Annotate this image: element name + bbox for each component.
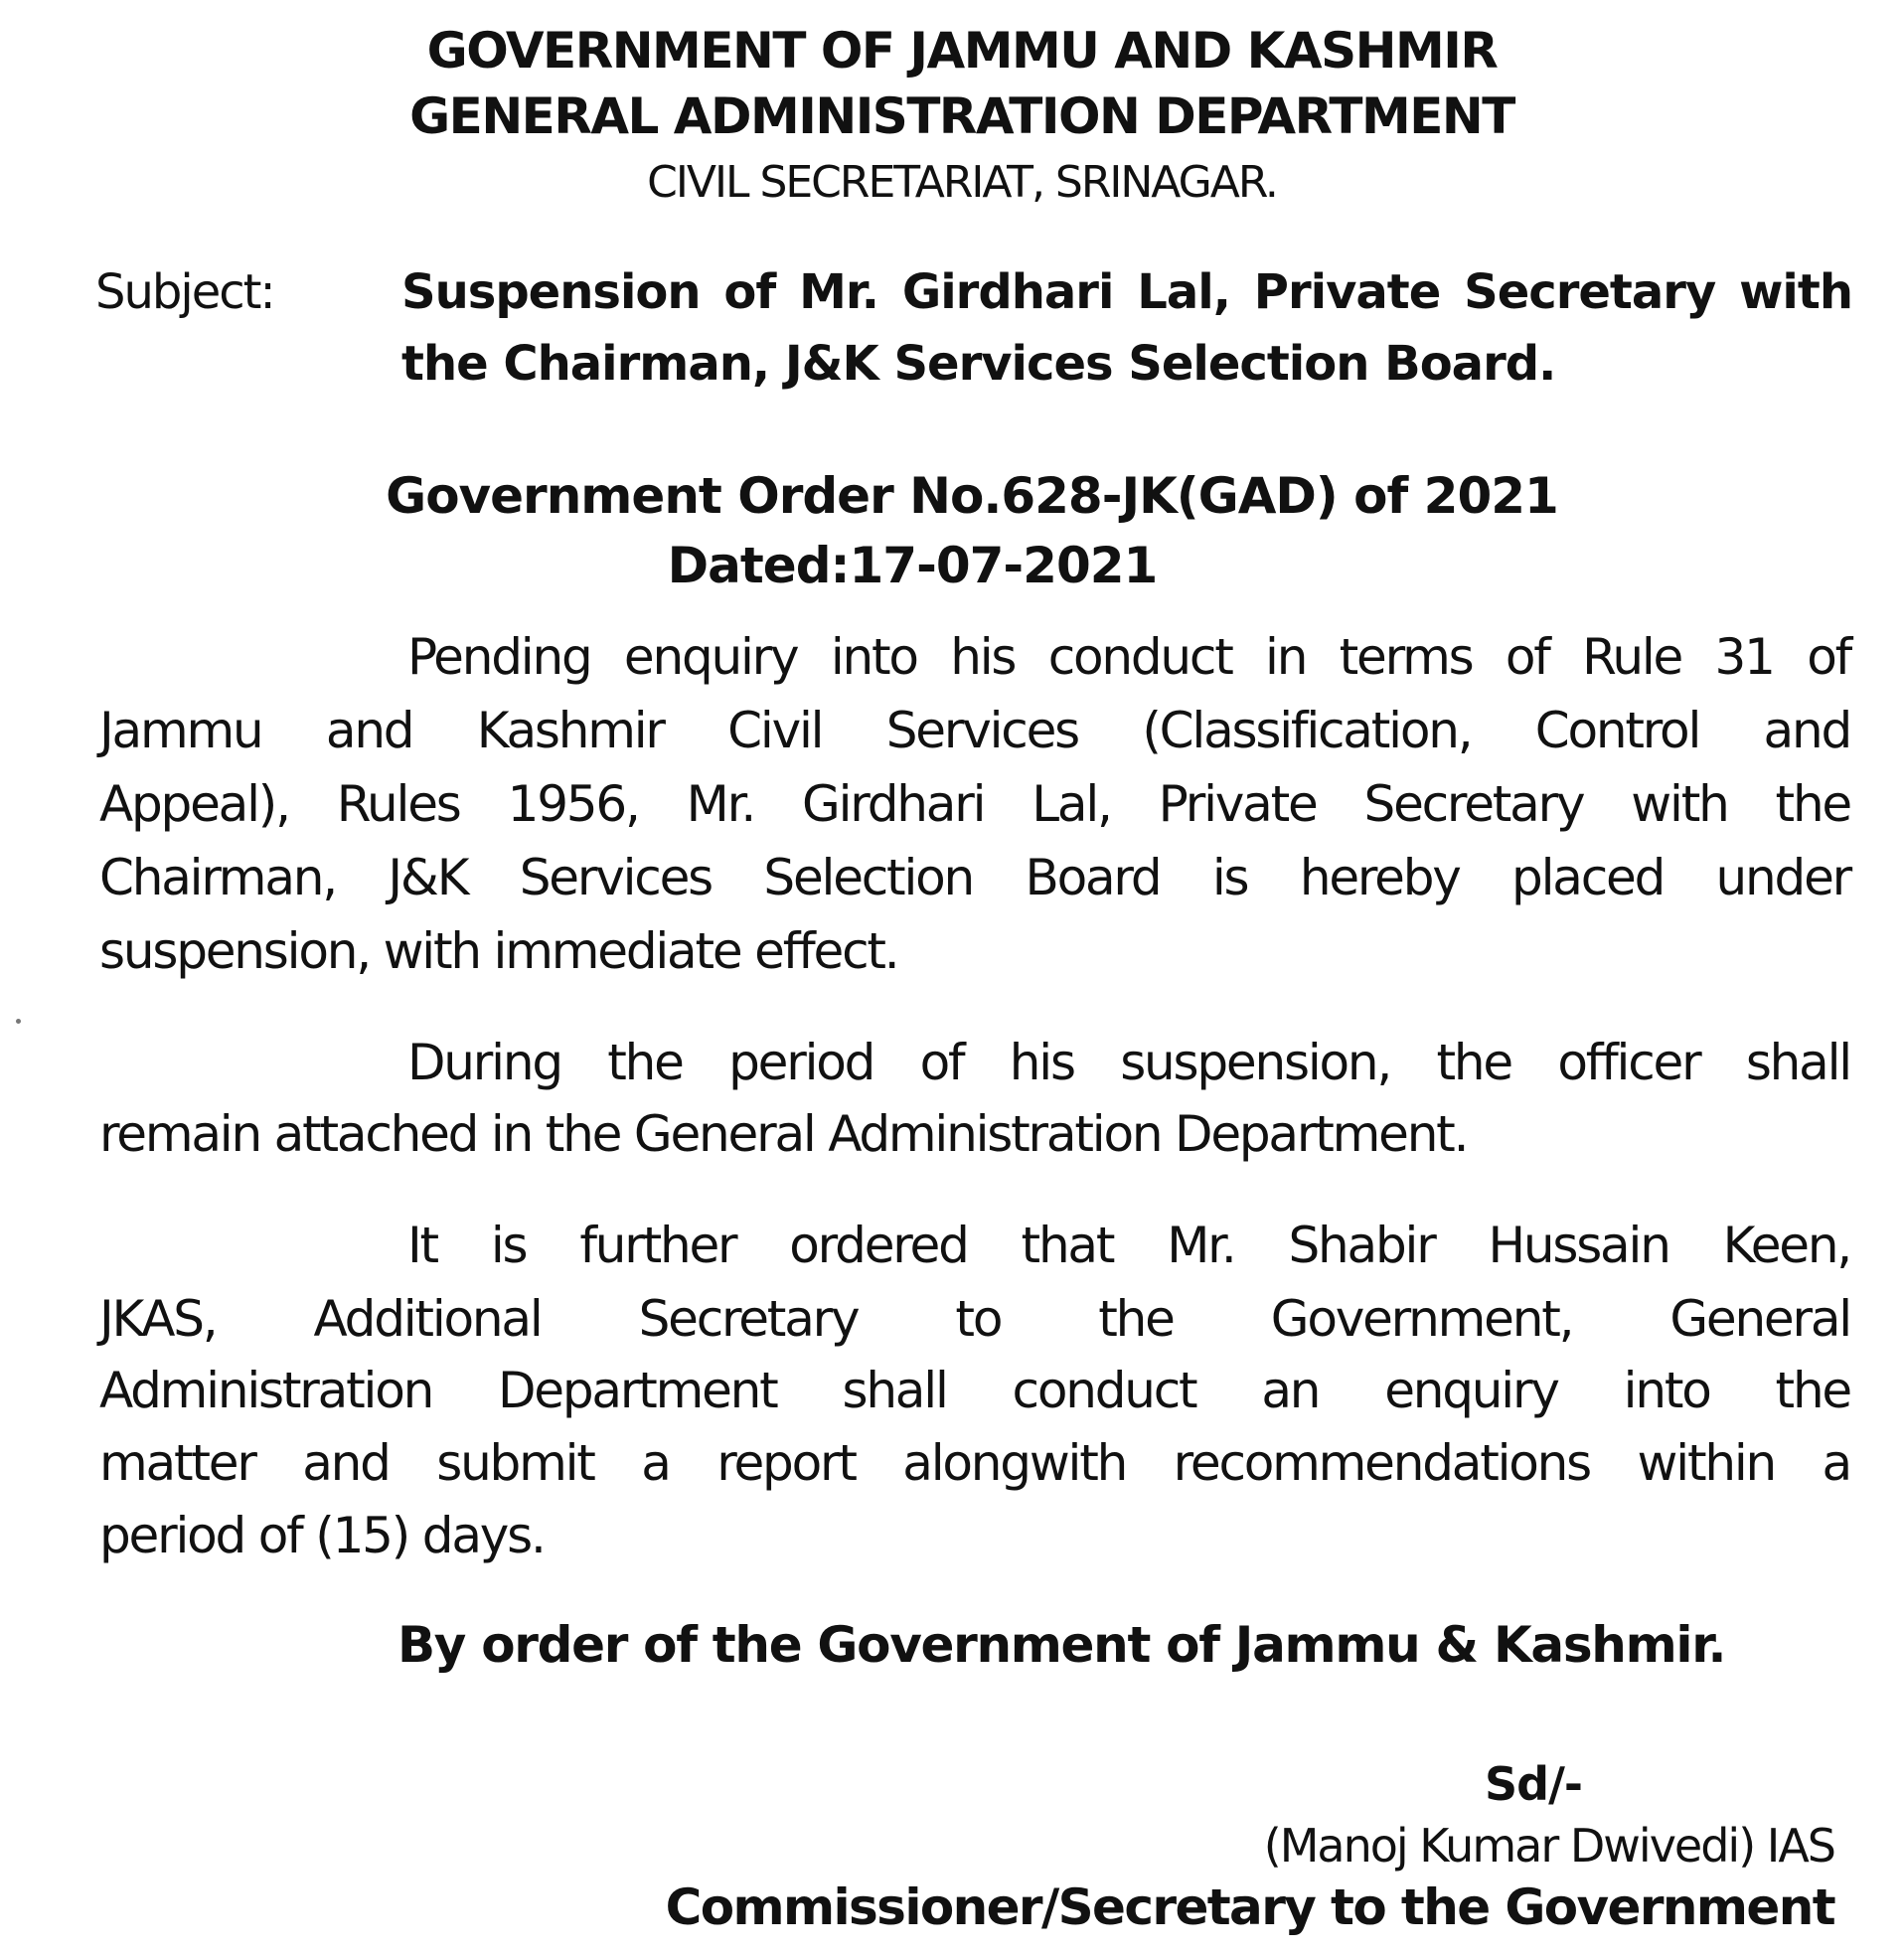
paragraph-line: It is further ordered that Mr. Shabir Hussain Keen, bbox=[407, 1217, 1850, 1274]
signatory-designation: Commissioner/Secretary to the Government bbox=[665, 1878, 1834, 1936]
subject-line bbox=[401, 336, 1852, 392]
paragraph-line: remain attached in the General Administration Department. bbox=[99, 1105, 1468, 1163]
paragraph-line: matter and submit a report alongwith recommendations within a bbox=[99, 1434, 1850, 1492]
paragraph-line: Jammu and Kashmir Civil Services (Classification, Control and bbox=[99, 702, 1850, 759]
subject-line bbox=[401, 264, 1852, 320]
paragraph-line: Administration Department shall conduct an enquiry into the bbox=[99, 1362, 1850, 1419]
signature-sd: Sd/- bbox=[1485, 1757, 1582, 1811]
paragraph-line: Appeal), Rules 1956, Mr. Girdhari Lal, Private Secretary with the bbox=[99, 775, 1850, 833]
paragraph-line: suspension, with immediate effect. bbox=[99, 922, 898, 980]
subject-text: Suspension of Mr. Girdhari Lal, Private Secretary with bbox=[401, 264, 1852, 320]
signatory-name: (Manoj Kumar Dwivedi) IAS bbox=[1263, 1819, 1834, 1873]
paragraph-line: Chairman, J&K Services Selection Board is hereby placed under bbox=[99, 849, 1850, 906]
paragraph-line: Pending enquiry into his conduct in terms of Rule 31 of bbox=[407, 628, 1850, 686]
paragraph-line: During the period of his suspension, the officer shall bbox=[407, 1034, 1850, 1091]
paragraph-line: period of (15) days. bbox=[99, 1507, 545, 1564]
order-date: Dated:17-07-2021 bbox=[667, 537, 1158, 594]
scan-artifact-dot bbox=[16, 1019, 21, 1024]
paragraph-line: JKAS, Additional Secretary to the Government, General bbox=[99, 1290, 1850, 1348]
order-number: Government Order No.628-JK(GAD) of 2021 bbox=[386, 467, 1558, 525]
header-location: CIVIL SECRETARIAT, SRINAGAR. bbox=[647, 157, 1277, 208]
closing-line: By order of the Government of Jammu & Kashmir. bbox=[397, 1616, 1726, 1674]
subject-label: Subject: bbox=[95, 264, 274, 320]
header-government: GOVERNMENT OF JAMMU AND KASHMIR bbox=[426, 22, 1498, 80]
subject-text: the Chairman, J&K Services Selection Board. bbox=[401, 336, 1556, 392]
header-department: GENERAL ADMINISTRATION DEPARTMENT bbox=[409, 87, 1514, 145]
